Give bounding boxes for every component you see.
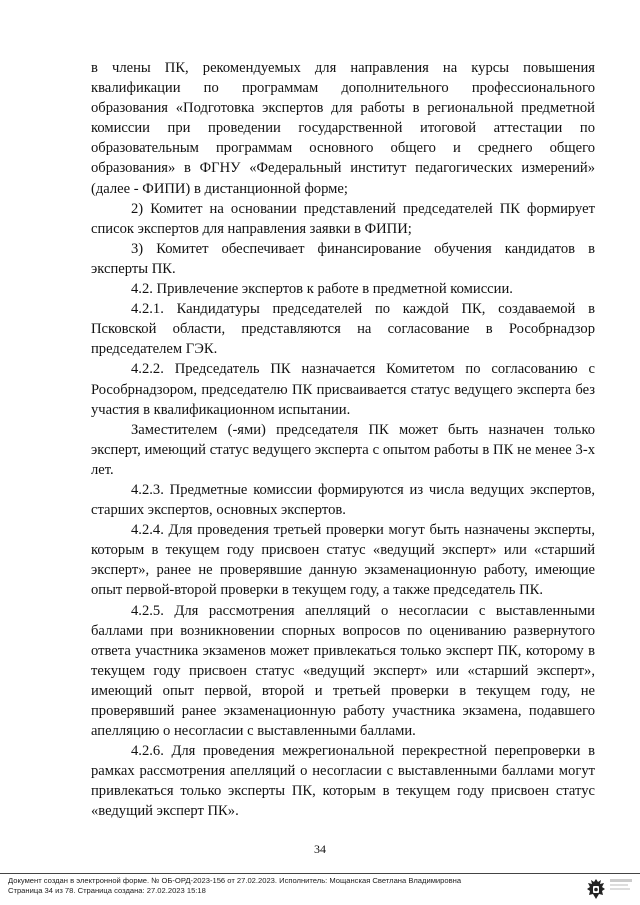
paragraph: 4.2.5. Для рассмотрения апелляций о несогласии с выставленными баллами при возникновении спорных вопросов по оцениванию развернутого ответа участника экзаменов может привлекаться только эксперт ПК, которому в текущем году присвоен статус «ведущий эксперт» или «старший эксперт», имеющий опыт первой, второй и третьей проверки в текущем году, не проверявший ранее экзаменационную работу участника экзамена, подавшего апелляцию о несогласии с выставленными баллами.: [91, 602, 595, 740]
coat-of-arms-icon: [583, 876, 609, 902]
paragraph: 2) Комитет на основании представлений председателей ПК формирует список экспертов для направления заявки в ФИПИ;: [91, 200, 595, 237]
paragraph: в члены ПК, рекомендуемых для направления на курсы повышения квалификации по программам дополнительного профессионального образования «Подготовка экспертов для работы в региональной предметной комиссии при проведении государственной итоговой аттестации по образовательным программам основного общего и среднего общего образования» в ФГНУ «Федеральный институт педагогических измерений» (далее - ФИПИ) в дистанционной форме;: [91, 60, 595, 197]
paragraph: 4.2.2. Председатель ПК назначается Комитетом по согласованию с Рособрнадзором, председателю ПК присваивается статус ведущего эксперта без участия в квалификационном испытании.: [91, 361, 595, 418]
paragraph: 4.2.3. Предметные комиссии формируются из числа ведущих экспертов, старших экспертов, основных экспертов.: [91, 481, 595, 519]
paragraph: 4.2.4. Для проведения третьей проверки могут быть назначены эксперты, которым в текущем году присвоен статус «ведущий эксперт» или «старший эксперт», ранее не проверявшие данную экзаменационную работу, имеющие опыт первой-второй проверки в текущем году, а также председатель ПК.: [91, 522, 595, 599]
emblem-caption: [610, 879, 638, 890]
paragraph: 3) Комитет обеспечивает финансирование обучения кандидатов в эксперты ПК.: [91, 240, 595, 277]
footer-divider: [0, 873, 640, 874]
section-heading: 4.2. Привлечение экспертов к работе в предметной комиссии.: [131, 281, 513, 298]
paragraph: Заместителем (-ями) председателя ПК может быть назначен только эксперт, имеющий статус ведущего эксперта с опытом работы в ПК не менее 3-х лет.: [91, 421, 595, 478]
page-number: 34: [314, 842, 326, 856]
document-footer: [8, 876, 568, 895]
paragraph: 4.2.1. Кандидатуры председателей по каждой ПК, создаваемой в Псковской области, представляются на согласование в Рособрнадзор председателем ГЭК.: [91, 301, 595, 358]
paragraph: 4.2.6. Для проведения межрегиональной перекрестной перепроверки в рамках рассмотрения апелляций о несогласии с выставленными баллами могут привлекаться только эксперты ПК, которым в текущем году присвоен статус «ведущий эксперт ПК».: [91, 743, 595, 820]
footer-page-info: Страница 34 из 78. Страница создана: 27.02.2023 15:18: [8, 885, 206, 895]
document-body: [91, 58, 595, 822]
footer-document-info: Документ создан в электронной форме. № ОБ-ОРД-2023-156 от 27.02.2023. Исполнитель: Мощанская Светлана Владимировна: [8, 876, 462, 885]
